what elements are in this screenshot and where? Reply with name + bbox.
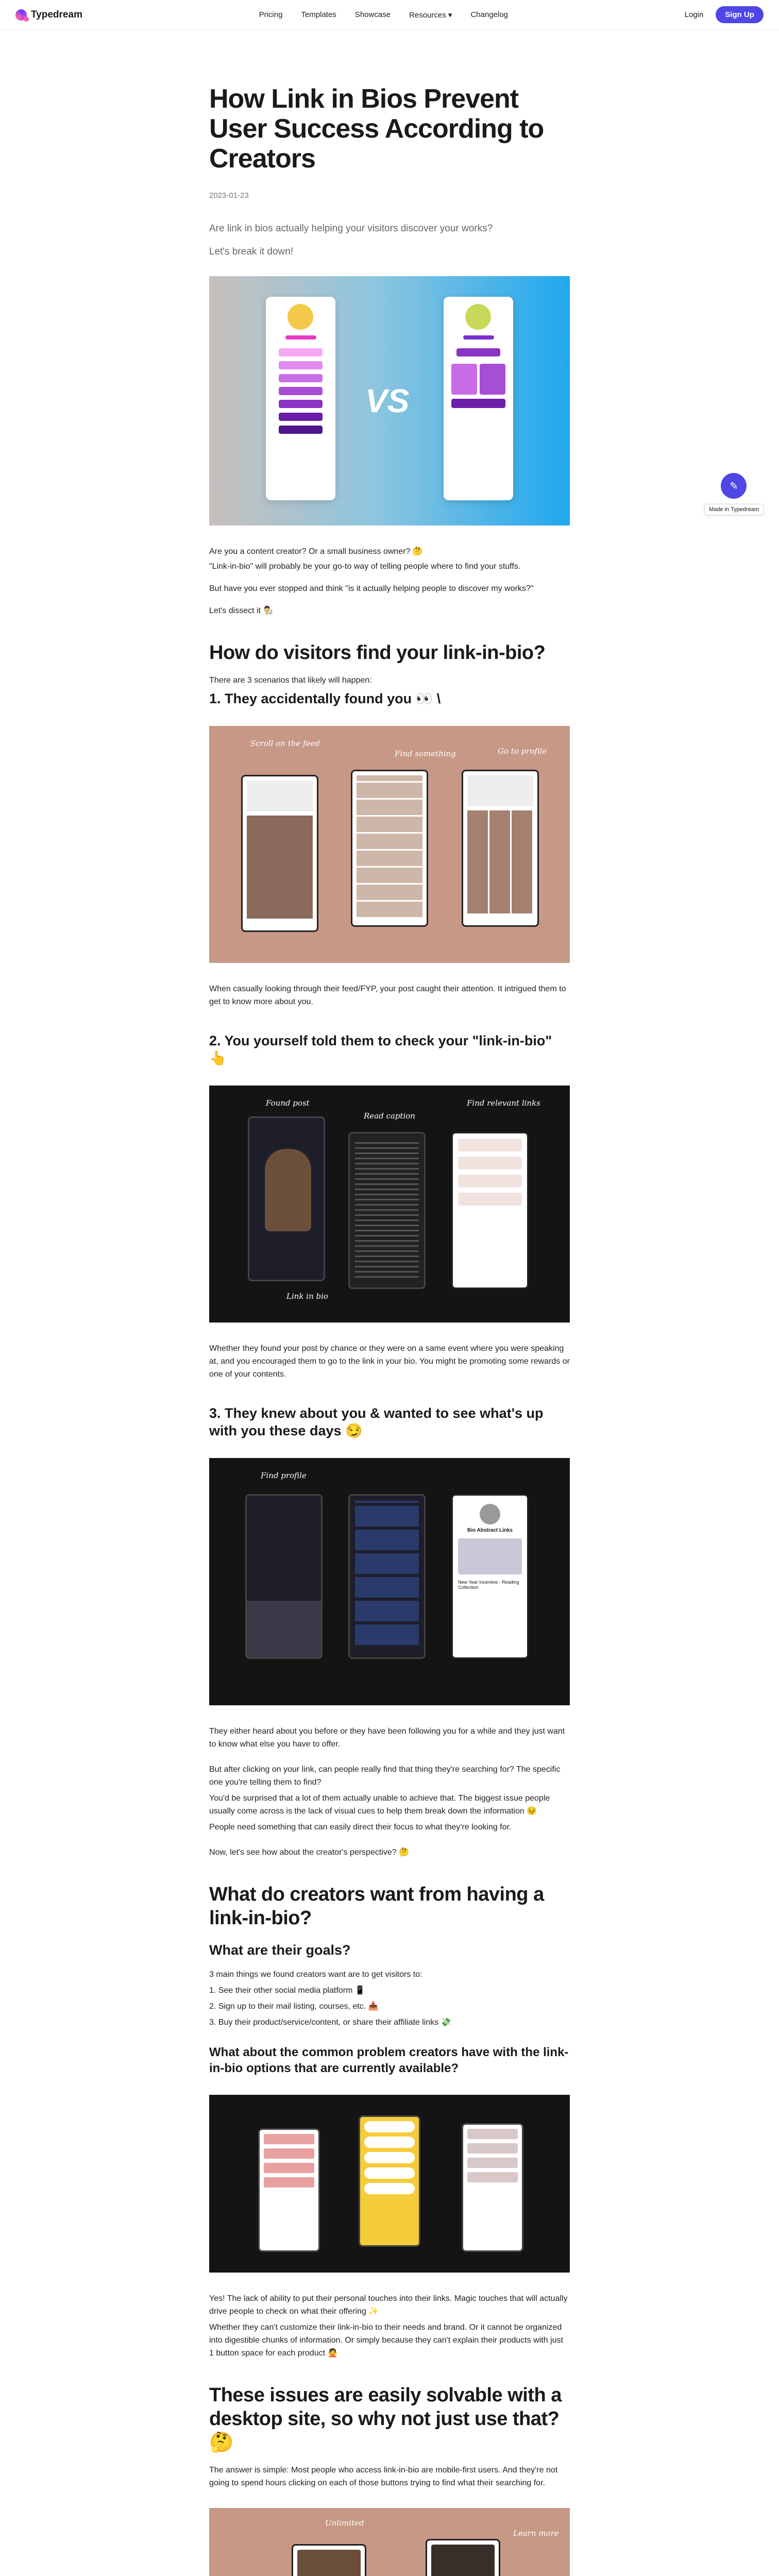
link-button xyxy=(467,2158,518,2168)
annotation-note: Find relevant links xyxy=(467,1098,540,1108)
nav-link-changelog[interactable]: Changelog xyxy=(470,10,508,19)
subsection-heading: 3. They knew about you & wanted to see what's up with you these days 😏 xyxy=(209,1405,544,1438)
section-heading: These issues are easily solvable with a desktop site, so why not just use that? 🤔 xyxy=(209,2384,562,2453)
subsection-heading: 2. You yourself told them to check your "link-in-bio" 👆 xyxy=(209,1033,552,1066)
link-button xyxy=(279,426,323,434)
link-button xyxy=(467,2129,518,2139)
annotation-note: Scroll on the feed xyxy=(250,739,320,748)
post-image xyxy=(247,816,313,919)
annotation-note: Learn more xyxy=(513,2529,559,2538)
subsection-heading: What are their goals? xyxy=(209,1942,351,1958)
signup-button[interactable]: Sign Up xyxy=(716,6,764,23)
annotation-note: Found post xyxy=(266,1098,310,1108)
article-title: How Link in Bios Prevent User Success According to Creators xyxy=(209,84,544,174)
nav-right xyxy=(685,6,764,23)
link-button xyxy=(279,413,323,421)
paragraph: The answer is simple: Most people who access link-in-bio are mobile-first users. And they're not going to spend hours clicking on each of those buttons trying to find what their searching for. xyxy=(209,2466,558,2487)
person-photo xyxy=(265,1149,311,1231)
article-lead-2: Let's break it down! xyxy=(209,246,294,257)
profile-grid xyxy=(467,810,533,913)
phone-screenshot xyxy=(241,775,318,932)
card-block xyxy=(451,364,477,395)
paragraph: But after clicking on your link, can people really find that thing they're searching for? The specific one you're telling them to find? xyxy=(209,1765,561,1787)
vs-label: VS xyxy=(365,382,410,419)
brand-name: Typedream xyxy=(31,9,82,20)
link-button xyxy=(458,1175,522,1188)
hero-image xyxy=(209,276,570,526)
phone-screenshot xyxy=(451,1494,529,1659)
nav-links xyxy=(259,10,508,20)
phone-screenshot xyxy=(248,1116,325,1281)
paragraph: Now, let's see how about the creator's perspective? 🤔 xyxy=(209,1848,410,1857)
paragraph: Yes! The lack of ability to put their personal touches into their links. Magic touches that will actually drive people to check on what their offering ✨ xyxy=(209,2294,568,2316)
link-button xyxy=(264,2163,314,2173)
video-block xyxy=(431,2545,495,2576)
profile-name-bar xyxy=(285,335,316,340)
phone-screenshot xyxy=(462,770,539,927)
profile-header xyxy=(467,775,533,806)
featured-card xyxy=(458,1538,522,1574)
solution-image xyxy=(209,2508,570,2576)
paragraph: Let's dissect it 👨‍🔬 xyxy=(209,606,274,615)
link-button xyxy=(364,2121,415,2132)
nav-link-templates[interactable]: Templates xyxy=(301,10,336,19)
annotation-note: Unlimited xyxy=(325,2518,364,2528)
paragraph: There are 3 scenarios that likely will happen: xyxy=(209,676,372,685)
avatar xyxy=(287,304,313,330)
chat-icon[interactable]: ✎ xyxy=(721,473,747,499)
link-button xyxy=(458,1139,522,1151)
phone-screenshot xyxy=(258,2128,320,2252)
avatar xyxy=(480,1504,500,1524)
link-button xyxy=(456,348,500,357)
problems-image xyxy=(209,2095,570,2273)
phone-screenshot xyxy=(426,2539,500,2576)
link-button xyxy=(264,2177,314,2188)
link-button xyxy=(279,361,323,369)
paragraph: Whether they found your post by chance or they were on a same event where you were speaking at, and you encouraged them to go to the link in your bio. You might be promoting some rewards or one of your contents. xyxy=(209,1344,570,1379)
hero-phone-right xyxy=(444,297,513,500)
link-button xyxy=(364,2137,415,2148)
annotation-note: Find something xyxy=(395,749,456,758)
link-button xyxy=(279,374,323,382)
brand-logo[interactable] xyxy=(15,9,82,21)
nav-link-pricing[interactable]: Pricing xyxy=(259,10,283,19)
avatar xyxy=(465,304,491,330)
link-button xyxy=(279,348,323,357)
paragraph: They either heard about you before or they have been following you for a while and they just want to know what else you have to offer. xyxy=(209,1727,565,1749)
link-button xyxy=(467,2143,518,2154)
link-button xyxy=(279,400,323,408)
link-button xyxy=(264,2134,314,2144)
made-in-typedream-label[interactable]: Made in Typedream xyxy=(704,504,764,515)
caption-text xyxy=(355,1139,419,1278)
scenario-2-image xyxy=(209,1086,570,1323)
link-button xyxy=(264,2148,314,2159)
phone-screenshot xyxy=(462,2123,523,2252)
subsection-heading: 1. They accidentally found you 👀 \ xyxy=(209,691,441,706)
annotation-note: Read caption xyxy=(364,1111,415,1121)
paragraph: Are you a content creator? Or a small business owner? 🤔 xyxy=(209,547,423,556)
card-block xyxy=(480,364,505,395)
profile-name-bar xyxy=(463,335,494,340)
annotation-note: Link in bio xyxy=(286,1292,328,1301)
link-button xyxy=(364,2152,415,2163)
login-link[interactable]: Login xyxy=(684,10,704,19)
bio-card-subtitle: New Year Incentive - Reading Collection xyxy=(458,1580,519,1590)
profile-header xyxy=(247,781,313,811)
typedream-logo-icon xyxy=(15,9,27,21)
article xyxy=(209,30,570,2576)
paragraph: But have you ever stopped and think "is it actually helping people to discover my works?" xyxy=(209,584,534,593)
annotation-note: Go to profile xyxy=(498,747,547,756)
phone-screenshot xyxy=(351,770,428,927)
annotation-note: Find profile xyxy=(261,1471,307,1480)
photo-block xyxy=(297,2550,361,2576)
article-date: 2023-01-23 xyxy=(209,191,249,200)
section-heading: How do visitors find your link-in-bio? xyxy=(209,642,546,664)
goal-item: 3. Buy their product/service/content, or share their affiliate links 💸 xyxy=(209,2018,451,2027)
link-button xyxy=(364,2183,415,2194)
link-button xyxy=(451,399,505,408)
nav-link-resources[interactable] xyxy=(409,10,452,20)
scenario-3-image xyxy=(209,1458,570,1705)
paragraph: "Link-in-bio" will probably be your go-to way of telling people where to find your stuffs. xyxy=(209,562,521,571)
scenario-1-image xyxy=(209,726,570,963)
paragraph: 3 main things we found creators want are to get visitors to: xyxy=(209,1970,422,1979)
article-lead: Are link in bios actually helping your visitors discover your works? xyxy=(209,223,493,234)
subsection-heading: What about the common problem creators have with the link-in-bio options that are currently available? xyxy=(209,2045,569,2075)
phone-screenshot xyxy=(451,1132,529,1289)
paragraph: When casually looking through their feed/FYP, your post caught their attention. It intrigued them to get to know more about you. xyxy=(209,985,566,1006)
goal-item: 2. Sign up to their mail listing, courses, etc. 📥 xyxy=(209,2002,379,2011)
phone-screenshot xyxy=(292,2544,366,2576)
nav-link-resources-label: Resources xyxy=(409,10,446,20)
keyboard xyxy=(247,1601,321,1657)
phone-screenshot xyxy=(348,1132,426,1289)
phone-screenshot xyxy=(348,1494,426,1659)
hero-phone-left xyxy=(266,297,335,500)
paragraph: Whether they can't customize their link-in-bio to their needs and brand. Or it cannot be organized into digestible chunks of information. Or simply because they can't explain their products with just 1 button space for each product 🙅 xyxy=(209,2323,563,2358)
chevron-down-icon: ▾ xyxy=(448,10,452,20)
feed-grid xyxy=(357,775,422,917)
link-button xyxy=(364,2167,415,2179)
link-button xyxy=(279,387,323,395)
phone-screenshot xyxy=(359,2115,420,2247)
link-button xyxy=(467,2172,518,2182)
section-heading: What do creators want from having a link-in-bio? xyxy=(209,1884,544,1929)
bio-card-title: Bio Abstract Links xyxy=(467,1528,513,1533)
nav-link-showcase[interactable]: Showcase xyxy=(354,10,391,19)
phone-screenshot xyxy=(245,1494,323,1659)
link-button xyxy=(458,1193,522,1206)
goal-item: 1. See their other social media platform 📱 xyxy=(209,1986,365,1995)
paragraph: You'd be surprised that a lot of them actually unable to achieve that. The biggest issue people usually come across is the lack of visual cues to help them break down the information 😣 xyxy=(209,1794,550,1816)
search-results xyxy=(355,1501,419,1645)
paragraph: People need something that can easily direct their focus to what they're looking for. xyxy=(209,1823,512,1832)
top-navbar xyxy=(0,0,779,30)
made-in-typedream-widget xyxy=(704,473,764,515)
link-button xyxy=(458,1157,522,1170)
